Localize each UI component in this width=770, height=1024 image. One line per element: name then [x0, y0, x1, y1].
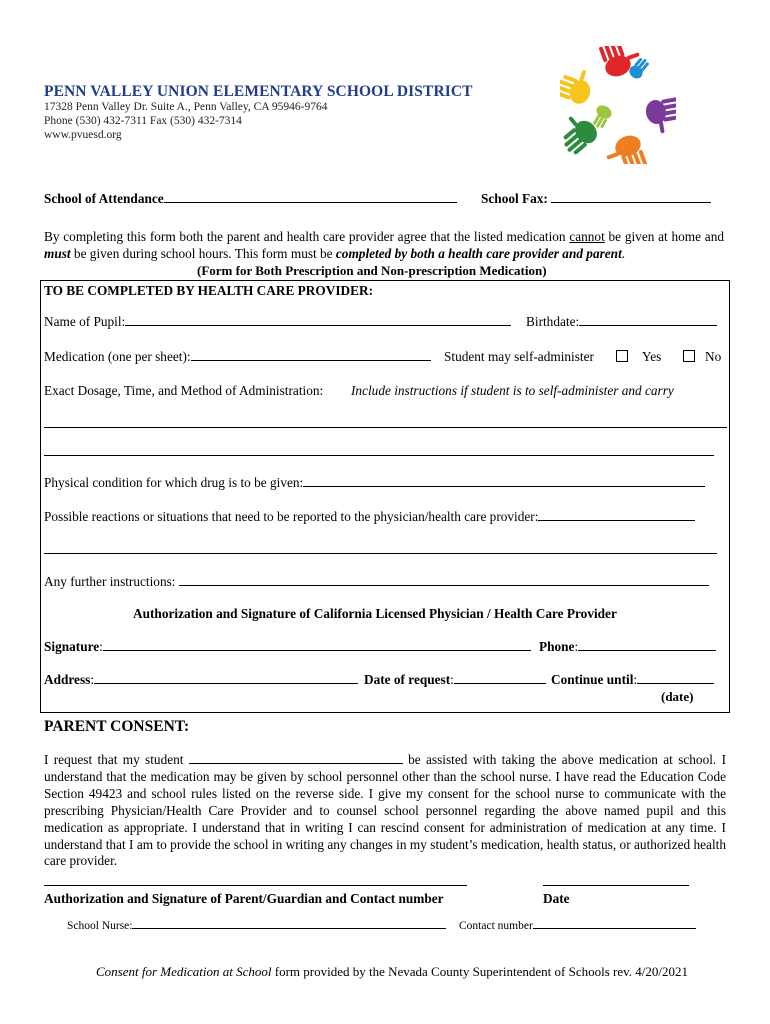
nurse-contact-label: Contact number: [459, 920, 533, 932]
form-subtitle: (Form for Both Prescription and Non-prescription Medication): [197, 263, 547, 278]
dosage-label: Exact Dosage, Time, and Method of Administration:: [44, 383, 324, 398]
birthdate-field[interactable]: [526, 314, 717, 330]
reactions-field[interactable]: [44, 509, 695, 525]
instructions-field[interactable]: [44, 574, 709, 590]
continue-until-label: Continue until: [551, 672, 634, 687]
district-website: www.pvuesd.org: [44, 129, 122, 141]
date-note: (date): [661, 689, 694, 704]
district-title: PENN VALLEY UNION ELEMENTARY SCHOOL DISTRICT: [44, 83, 473, 100]
student-name-field[interactable]: [189, 752, 403, 764]
no-label: No: [705, 349, 722, 364]
district-phone: Phone (530) 432-7311 Fax (530) 432-7314: [44, 115, 242, 127]
hand-orange: [602, 132, 649, 164]
district-address: 17328 Penn Valley Dr. Suite A., Penn Valley, CA 95946-9764: [44, 101, 328, 113]
medication-label: Medication (one per sheet):: [44, 349, 191, 364]
school-nurse-label: School Nurse:: [67, 920, 133, 932]
self-administer-label: Student may self-administer: [444, 349, 594, 364]
signature-label: Signature: [44, 639, 100, 654]
physician-auth-heading: Authorization and Signature of California Licensed Physician / Health Care Provider: [133, 606, 617, 621]
parent-signature-line[interactable]: [44, 875, 467, 886]
instructions-label: Any further instructions:: [44, 574, 179, 589]
reactions-label: Possible reactions or situations that need to be reported to the physician/health care provider:: [44, 509, 539, 524]
yes-checkbox[interactable]: [616, 350, 628, 362]
self-administer-yes[interactable]: [616, 349, 661, 365]
condition-label: Physical condition for which drug is to be given:: [44, 475, 304, 490]
parent-consent-heading: PARENT CONSENT:: [44, 718, 190, 735]
condition-field[interactable]: [44, 475, 705, 491]
nurse-contact-field[interactable]: [459, 917, 696, 932]
hand-yellow: [560, 62, 597, 106]
school-fax-label: School Fax:: [481, 191, 548, 206]
school-attendance-label: School of Attendance: [44, 191, 164, 206]
parent-signature-label: Authorization and Signature of Parent/Guardian and Contact number: [44, 891, 444, 906]
birthdate-label: Birthdate:: [526, 314, 580, 329]
continue-until-field[interactable]: Continue until:: [551, 672, 714, 688]
intro-paragraph: By completing this form both the parent and health care provider agree that the listed medication cannot be given at home and must be given during school hours. This form must be completed by both a health care provider and parent.: [44, 229, 724, 261]
physician-phone-field[interactable]: Phone:: [539, 639, 716, 655]
phone-label: Phone: [539, 639, 575, 654]
school-attendance-field[interactable]: [44, 191, 457, 207]
dosage-hint: Include instructions if student is to self-administer and carry: [351, 383, 674, 398]
date-of-request-label: Date of request: [364, 672, 451, 687]
reactions-line-2[interactable]: [44, 543, 717, 554]
date-of-request-field[interactable]: Date of request:: [364, 672, 546, 688]
medication-field[interactable]: [44, 349, 431, 365]
hand-green: [560, 109, 601, 158]
dosage-line-2[interactable]: [44, 445, 714, 456]
dosage-line-1[interactable]: [44, 417, 727, 428]
yes-label: Yes: [642, 349, 662, 364]
provider-heading: TO BE COMPLETED BY HEALTH CARE PROVIDER:: [44, 283, 374, 298]
school-fax-field[interactable]: [481, 191, 711, 207]
pupil-name-field[interactable]: [44, 314, 511, 330]
form-footer: Consent for Medication at School form provided by the Nevada County Superintendent of Schools rev. 4/20/2021: [96, 964, 689, 979]
self-administer-no[interactable]: [683, 349, 721, 365]
handprints-logo: [560, 46, 676, 164]
no-checkbox[interactable]: [683, 350, 695, 362]
parent-date-line[interactable]: [543, 875, 689, 886]
parent-date-label: Date: [543, 891, 570, 906]
physician-signature-field[interactable]: Signature:: [44, 639, 531, 655]
address-label: Address: [44, 672, 91, 687]
hand-purple: [644, 96, 676, 136]
parent-consent-paragraph: I request that my student be assisted with taking the above medication at school. I understand that the medication may be given by school personnel other than the school nurse. I have read the Education Code Section 49423 and school rules listed on the reverse side. I give my consent for the school nurse to communicate with the prescribing Physician/Health Care Provider and to counsel school personnel regarding the above named pupil and this medication as appropriate. I understand that in writing I can rescind consent for administration of medication at any time. I understand that I am to provide the school in writing any changes in my student’s medication, health status, or authorized health care provider.: [44, 752, 726, 869]
pupil-name-label: Name of Pupil:: [44, 314, 126, 329]
school-nurse-field[interactable]: [67, 917, 446, 932]
physician-address-field[interactable]: Address:: [44, 672, 358, 688]
